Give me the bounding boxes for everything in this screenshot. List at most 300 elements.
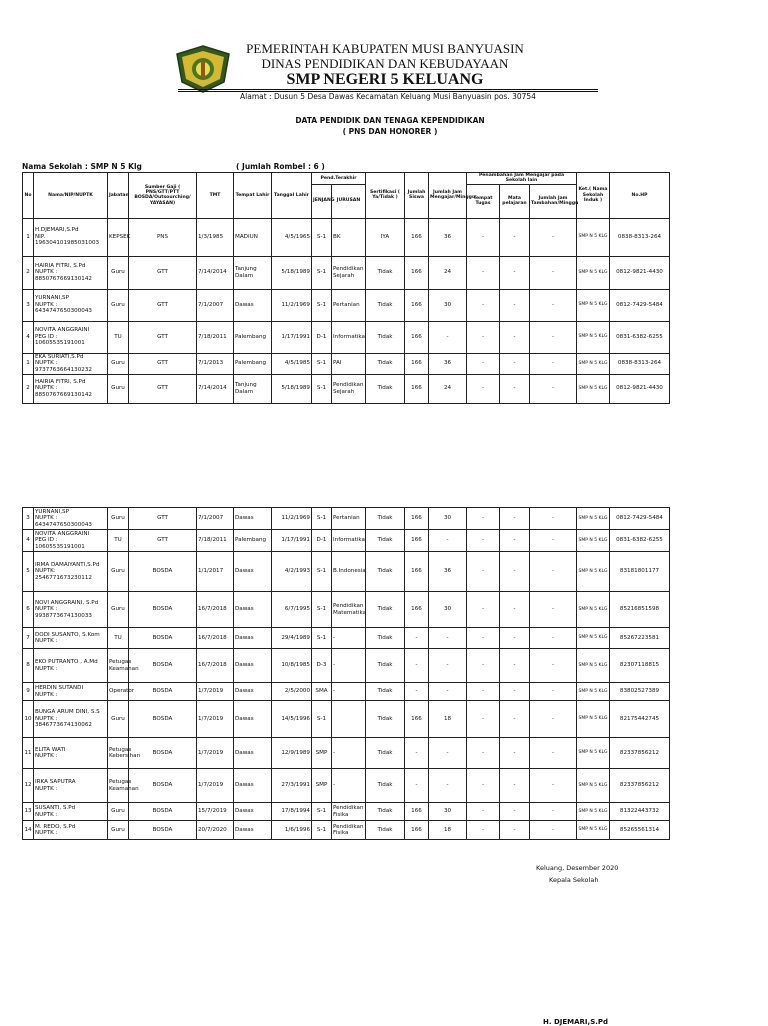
cell-ket: SMP N 5 KLG [577,592,610,628]
table-row [23,289,670,321]
cell-jen: S-1 [312,628,332,649]
cell-mp: - [500,701,530,738]
cell-sis: 166 [405,321,429,353]
cell-tl: Dawas [234,552,272,592]
cell-mp: - [500,530,530,552]
cell-jab: Operator [108,683,129,701]
cell-jen: D-3 [312,649,332,683]
cell-sg: BOSDA [129,552,197,592]
header-birthplace: Tempat Lahir [234,173,272,219]
cell-mp: - [500,289,530,321]
cell-hp: 82307118815 [610,649,670,683]
cell-mp: - [500,803,530,821]
cell-jam: 24 [429,256,467,289]
cell-jam: - [429,530,467,552]
cell-tgl: 2/5/2000 [272,683,312,701]
cell-tgl: 1/6/1996 [272,821,312,840]
staff-id: NUPTK : [35,830,58,836]
cell-tmt: 7/14/2014 [197,374,234,403]
header-note: Ket.( Nama Sekolah Induk ) [577,173,610,219]
staff-name: HERDIN SUTANDI [35,685,84,692]
cell-jt: - [530,289,577,321]
cell-no: 2 [23,256,34,289]
cell-jt: - [530,353,577,374]
cell-jt: - [530,508,577,530]
cell-tgl: 4/2/1993 [272,552,312,592]
cell-jur: - [332,769,366,803]
cell-tmt: 1/7/2019 [197,701,234,738]
cell-no: 7 [23,628,34,649]
cell-tt: - [467,683,500,701]
cell-hp: 85265561314 [610,821,670,840]
cell-tgl: 1/17/1991 [272,321,312,353]
cell-ser: Tidak [366,374,405,403]
staff-name: IRKA SAPUTRA [35,779,76,786]
cell-tmt: 7/18/2011 [197,530,234,552]
table-row [23,508,670,530]
cell-sis: 166 [405,218,429,256]
cell-jen: S-1 [312,821,332,840]
table-row [23,374,670,403]
cell-name [34,628,108,649]
cell-jt: - [530,738,577,769]
staff-id: NUPTK: 2546771673230112 [35,568,92,581]
header-subject: Mata pelajaran [500,184,530,218]
cell-name [34,530,108,552]
cell-ser: Tidak [366,256,405,289]
cell-ser: Tidak [366,552,405,592]
cell-ket: SMP N 5 KLG [577,628,610,649]
cell-jam: 30 [429,803,467,821]
cell-tt: - [467,530,500,552]
staff-name: NOVI ANGGRAINI, S.Pd [35,599,99,606]
cell-mp: - [500,769,530,803]
cell-jab: Guru [108,803,129,821]
cell-sis: 166 [405,592,429,628]
header-extra-hours: Jumlah Jam Tambahan/Minggu [530,184,577,218]
cell-tgl: 10/8/1985 [272,649,312,683]
cell-tgl: 4/5/1965 [272,218,312,256]
cell-hp: 0838-8313-264 [610,353,670,374]
cell-jam: 30 [429,289,467,321]
cell-name [34,289,108,321]
cell-tl: Dawas [234,628,272,649]
cell-no: 10 [23,701,34,738]
cell-tt: - [467,628,500,649]
cell-tl: Palembang [234,321,272,353]
table-row [23,803,670,821]
cell-jen: SMP [312,738,332,769]
cell-hp: 0812-9821-4430 [610,374,670,403]
cell-tl: Dawas [234,738,272,769]
cell-ket: SMP N 5 KLG [577,701,610,738]
cell-ser: Tidak [366,701,405,738]
cell-name [34,353,108,374]
cell-name [34,701,108,738]
cell-tmt: 7/1/2007 [197,508,234,530]
table-row [23,738,670,769]
cell-no: 4 [23,321,34,353]
cell-hp: 0812-9821-4430 [610,256,670,289]
cell-jen: S-1 [312,552,332,592]
table-row [23,256,670,289]
cell-sg: BOSDA [129,738,197,769]
cell-tt: - [467,701,500,738]
table-row [23,592,670,628]
cell-tmt: 1/7/2019 [197,769,234,803]
cell-tt: - [467,649,500,683]
cell-tl: Dawas [234,289,272,321]
table-body-page2 [23,508,670,840]
table-row [23,683,670,701]
cell-jam: 36 [429,353,467,374]
cell-hp: 81322443732 [610,803,670,821]
table-row [23,701,670,738]
cell-jur: Informatika [332,530,366,552]
cell-jur: Pertanian [332,508,366,530]
cell-ket: SMP N 5 KLG [577,803,610,821]
cell-jam: 18 [429,701,467,738]
cell-tt: - [467,321,500,353]
staff-id: NUPTK : 8850767669130142 [35,269,92,282]
cell-no: 13 [23,803,34,821]
cell-jab: Guru [108,353,129,374]
cell-jab: Petugas Keamanan [108,649,129,683]
cell-jt: - [530,649,577,683]
header-no: No [23,173,34,219]
cell-mp: - [500,508,530,530]
staff-name: YURNANI,SP [35,295,69,302]
cell-jen: SMA [312,683,332,701]
cell-tl: Palembang [234,530,272,552]
staff-table-page2 [22,507,670,840]
cell-hp: 0812-7429-5484 [610,289,670,321]
cell-jab: Guru [108,701,129,738]
staff-table-page1 [22,172,670,404]
cell-ket: SMP N 5 KLG [577,374,610,403]
cell-jam: 36 [429,218,467,256]
cell-name [34,769,108,803]
cell-sg: BOSDA [129,821,197,840]
staff-id: PEG ID : 10605535191001 [35,333,85,347]
staff-name: ELITA WATI [35,746,66,753]
cell-ket: SMP N 5 KLG [577,530,610,552]
cell-mp: - [500,218,530,256]
cell-no: 5 [23,552,34,592]
staff-name: IRMA DAMAIYANTI,S.Pd [35,561,100,568]
cell-jam: - [429,649,467,683]
staff-name: HAIRIA FITRI, S.Pd [35,378,86,385]
cell-name [34,821,108,840]
cell-tmt: 1/7/2019 [197,738,234,769]
cell-no: 9 [23,683,34,701]
cell-tmt: 16/7/2018 [197,592,234,628]
cell-jur: - [332,683,366,701]
cell-jen: S-1 [312,592,332,628]
table-row [23,821,670,840]
cell-jur: Pendidikan Matematika [332,592,366,628]
cell-jur: Informatika [332,321,366,353]
cell-hp: 0831-6382-6255 [610,530,670,552]
header-education-group: Pend.Terakhir [312,173,366,185]
staff-name: EKA SURIATI,S.Pd [35,353,84,360]
cell-tl: Dawas [234,649,272,683]
cell-jur: - [332,738,366,769]
cell-jur: BK [332,218,366,256]
cell-jam: - [429,628,467,649]
cell-tgl: 17/8/1994 [272,803,312,821]
table-row [23,530,670,552]
cell-jam: 36 [429,552,467,592]
cell-sis: 166 [405,821,429,840]
cell-hp: 85267223581 [610,628,670,649]
cell-jam: - [429,738,467,769]
cell-no: 3 [23,289,34,321]
cell-tt: - [467,508,500,530]
cell-no: 14 [23,821,34,840]
staff-name: SUSANTI, S.Pd [35,805,76,812]
cell-ser: Tidak [366,321,405,353]
cell-mp: - [500,738,530,769]
cell-tgl: 14/5/1996 [272,701,312,738]
cell-ket: SMP N 5 KLG [577,821,610,840]
cell-ser: Tidak [366,649,405,683]
cell-hp: 0812-7429-5484 [610,508,670,530]
cell-hp: 82175442745 [610,701,670,738]
cell-tmt: 1/3/1985 [197,218,234,256]
cell-no: 8 [23,649,34,683]
cell-sg: GTT [129,508,197,530]
cell-tt: - [467,289,500,321]
cell-no: 4 [23,530,34,552]
header-phone: No.HP [610,173,670,219]
cell-jen: D-1 [312,530,332,552]
cell-jt: - [530,530,577,552]
cell-tt: - [467,821,500,840]
cell-tmt: 7/1/2007 [197,289,234,321]
cell-ket: SMP N 5 KLG [577,683,610,701]
cell-sg: BOSDA [129,592,197,628]
staff-name: YURNANI,SP [35,508,69,515]
cell-sg: BOSDA [129,683,197,701]
table-row [23,353,670,374]
cell-hp: 0838-8313-264 [610,218,670,256]
cell-jab: Guru [108,374,129,403]
cell-tgl: 5/18/1989 [272,256,312,289]
school-address: Alamat : Dusun 5 Desa Dawas Kecamatan Keluang Musi Banyuasin pos. 30754 [240,92,536,101]
cell-tgl: 27/3/1991 [272,769,312,803]
cell-hp: 83181801177 [610,552,670,592]
cell-jab: TU [108,628,129,649]
cell-jab: KEPSEK [108,218,129,256]
letterhead-school: SMP NEGERI 5 KELUANG [286,71,484,88]
header-salary-source: Sumber Gaji ( PNS/GTT/PTT BOSDA/Outsourching/ YAYASAN) [129,173,197,219]
cell-ket: SMP N 5 KLG [577,353,610,374]
cell-tl: Dawas [234,803,272,821]
cell-tt: - [467,552,500,592]
cell-sis: 166 [405,256,429,289]
cell-jur: B.Indonesia [332,552,366,592]
cell-tt: - [467,374,500,403]
cell-jur: Pendidikan Sejarah [332,256,366,289]
cell-jur: Pendidikan Fisika [332,821,366,840]
staff-id: NUPTK : [35,665,58,672]
cell-tgl: 11/2/1969 [272,289,312,321]
cell-hp: 0831-6382-6255 [610,321,670,353]
header-tmt: TMT [197,173,234,219]
signature-role: Kepala Sekolah [549,876,599,884]
cell-jab: Guru [108,821,129,840]
cell-sis: 166 [405,374,429,403]
cell-jt: - [530,374,577,403]
cell-jab: Petugas Kebersihan [108,738,129,769]
cell-sg: BOSDA [129,803,197,821]
staff-id: NUPTK : 6434747650300043 [35,515,92,528]
cell-sis: 166 [405,803,429,821]
cell-jur: - [332,628,366,649]
cell-sg: GTT [129,256,197,289]
cell-sis: - [405,649,429,683]
header-birthdate: Tanggal Lahir [272,173,312,219]
cell-ser: Tidak [366,738,405,769]
cell-tmt: 7/1/2013 [197,353,234,374]
staff-name: H.DJEMARI,S.Pd [35,227,79,234]
staff-id: NUPTK : 3846773674130062 [35,715,92,729]
cell-jt: - [530,592,577,628]
cell-sg: BOSDA [129,701,197,738]
cell-mp: - [500,321,530,353]
cell-no: 11 [23,738,34,769]
cell-tt: - [467,218,500,256]
cell-ket: SMP N 5 KLG [577,218,610,256]
cell-tgl: 29/4/1989 [272,628,312,649]
cell-name [34,256,108,289]
cell-tl: Dawas [234,683,272,701]
cell-tmt: 20/7/2020 [197,821,234,840]
cell-tl: MADIUN [234,218,272,256]
cell-jur [332,701,366,738]
cell-ser: Tidak [366,769,405,803]
cell-tmt: 16/7/2018 [197,649,234,683]
cell-sis: 166 [405,289,429,321]
cell-tl: Dawas [234,508,272,530]
cell-sis: - [405,628,429,649]
table-row [23,321,670,353]
header-duty-place: Tempat Tugas [467,184,500,218]
staff-name: M. REDO, S.Pd [35,823,76,830]
cell-ser: Tidak [366,592,405,628]
header-major: JURUSAN [332,184,366,218]
staff-id: NUPTK : [35,811,58,818]
cell-tmt: 7/14/2014 [197,256,234,289]
cell-no: 1 [23,218,34,256]
cell-jt: - [530,628,577,649]
cell-jur: Pendidikan Fisika [332,803,366,821]
cell-name [34,321,108,353]
letterhead-department: DINAS PENDIDIKAN DAN KEBUDAYAAN [261,56,509,71]
staff-id: NUPTK : [35,785,58,792]
cell-jen: S-1 [312,353,332,374]
cell-jur: Pendidikan Sejarah [332,374,366,403]
cell-tt: - [467,738,500,769]
cell-ket: SMP N 5 KLG [577,256,610,289]
staff-id: NUPTK : [35,691,58,698]
cell-jam: - [429,321,467,353]
cell-ser: IYA [366,218,405,256]
cell-jen: S-1 [312,256,332,289]
cell-mp: - [500,552,530,592]
cell-sis: - [405,683,429,701]
cell-jen: S-1 [312,803,332,821]
cell-jab: TU [108,530,129,552]
cell-tgl: 11/2/1969 [272,508,312,530]
cell-no: 12 [23,769,34,803]
cell-jab: Guru [108,256,129,289]
header-teaching-hours: Jumlah Jam Mengajar/Minggu [429,173,467,219]
cell-name [34,508,108,530]
cell-jt: - [530,321,577,353]
cell-tmt: 16/7/2018 [197,628,234,649]
cell-ser: Tidak [366,353,405,374]
cell-mp: - [500,683,530,701]
staff-name: BUNGA ARUM DINI, S.S [35,709,100,716]
cell-ser: Tidak [366,803,405,821]
cell-jab: Guru [108,289,129,321]
cell-sg: BOSDA [129,628,197,649]
cell-jt: - [530,701,577,738]
cell-jen: S-1 [312,701,332,738]
cell-hp: 82337856212 [610,738,670,769]
cell-jt: - [530,821,577,840]
cell-sis: 166 [405,530,429,552]
cell-jen: S-1 [312,508,332,530]
rombel-count: ( Jumlah Rombel : 6 ) [236,162,325,171]
cell-sg: BOSDA [129,649,197,683]
cell-tgl: 12/9/1989 [272,738,312,769]
cell-ket: SMP N 5 KLG [577,508,610,530]
cell-jen: SMP [312,769,332,803]
cell-name [34,592,108,628]
cell-name [34,738,108,769]
staff-id: NUPTK : 9938773674130033 [35,606,92,619]
table-row [23,552,670,592]
cell-mp: - [500,256,530,289]
school-name: Nama Sekolah : SMP N 5 Klg [22,162,142,171]
cell-tmt: 7/18/2011 [197,321,234,353]
signature-name: H. DJEMARI,S.Pd [543,1018,609,1026]
cell-sis: 166 [405,353,429,374]
cell-jur: Pertanian [332,289,366,321]
header-name: Nama/NIP/NUPTK [34,173,108,219]
staff-id: NUPTK : [35,753,58,759]
cell-no: 6 [23,592,34,628]
cell-ser: Tidak [366,508,405,530]
cell-jab: Guru [108,508,129,530]
cell-mp: - [500,353,530,374]
cell-sg: BOSDA [129,769,197,803]
cell-ser: Tidak [366,530,405,552]
cell-jt: - [530,256,577,289]
staff-name: NOVITA ANGGRAINI [35,327,90,334]
cell-sg: GTT [129,353,197,374]
document-title: DATA PENDIDIK DAN TENAGA KEPENDIDIKAN [295,116,485,125]
cell-jab: Guru [108,592,129,628]
cell-hp: 83802527389 [610,683,670,701]
staff-id: NIP. 196304101985031003 [35,233,100,247]
staff-id: NUPTK : 8850767669130142 [35,385,92,398]
cell-ket: SMP N 5 KLG [577,769,610,803]
cell-tl: Tanjung Dalam [234,374,272,403]
